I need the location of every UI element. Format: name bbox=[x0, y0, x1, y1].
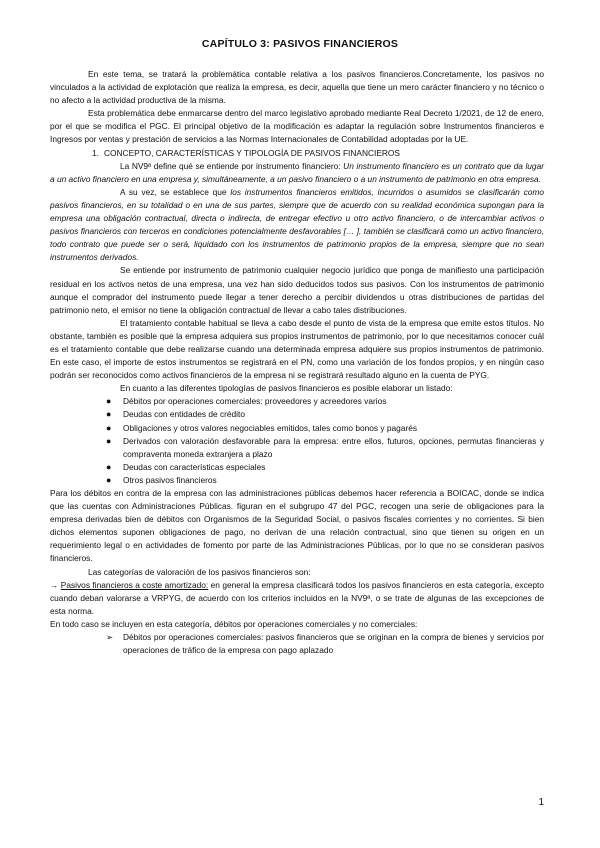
category-coste-amortizado bbox=[50, 579, 544, 618]
definition-paragraph-1 bbox=[50, 160, 544, 186]
bullet-icon: ● bbox=[106, 461, 112, 472]
intro-paragraph-2: Esta problemática debe enmarcarse dentro del marco legislativo aprobado mediante Real Decreto 1/2021, de 12 de enero, por el que se modifica el PGC. El principal objetivo de la modificación es adaptar la regulación sobre Instrumentos financieros e Ingresos por ventas y prestación de servicios a las Normas Internacionales de Contabilidad adoptadas por la UE. bbox=[50, 108, 544, 145]
bullet-icon: ● bbox=[106, 396, 112, 407]
list-item-text: Derivados con valoración desfavorable para la empresa: entre ellos, futuros, opciones, permutas financieras y compraventa moneda extranjera a plazo bbox=[123, 435, 544, 459]
category-term: Pasivos financieros a coste amortizado: bbox=[60, 579, 209, 590]
list-item bbox=[50, 631, 544, 657]
paragraph-tratamiento: El tratamiento contable habitual se lleva a cabo desde el punto de vista de la empresa que emite estos títulos. No obstante, también es posible que la empresa adquiera sus propios instrumentos de patrimonio, por lo que necesitamos conocer cuál es el tratamiento contable que debe realizarse cuando una determinada empresa adquiere sus propios instrumentos de patrimonio. En este caso, el importe de estos instrumentos se registrará en el PN, como una variación de los fondos propios, y en ningún caso podrán ser reconocidos como activos financieros de la empresa ni se registrará resultado alguno en la cuenta de PYG. bbox=[50, 317, 544, 381]
definition-paragraph-2 bbox=[50, 186, 544, 265]
list-item bbox=[50, 408, 544, 421]
paragraph-incluyen: En todo caso se incluyen en esta categoría, débitos por operaciones comerciales y no comerciales: bbox=[50, 618, 418, 629]
sub-list bbox=[50, 631, 544, 657]
arrowhead-bullet-icon: ➢ bbox=[106, 632, 113, 643]
document-body bbox=[50, 68, 544, 657]
list-item bbox=[50, 435, 544, 461]
bullet-icon: ● bbox=[106, 422, 112, 433]
bullet-icon: ● bbox=[106, 474, 112, 485]
list-item-text: Débitos por operaciones comerciales: proveedores y acreedores varios bbox=[123, 396, 387, 407]
list-item-text: Otros pasivos financieros bbox=[123, 474, 217, 485]
definition-1-lead: La NV9ª define qué se entiende por instrumento financiero: bbox=[120, 160, 344, 171]
paragraph-categorias: Las categorías de valoración de los pasivos financieros son: bbox=[88, 566, 311, 577]
definition-2-quote: los instrumentos financieros emitidos, incurridos o asumidos se clasificarán como pasivos financieros, en su totalidad o en una de sus partes, siempre que de acuerdo con su realidad económica supongan para la empresa una obligación contractual, directa o indirecta, de entregar efectivo u otro activo financiero, o de intercambiar activos o pasivos financieros con terceros en condiciones potencialmente desfavorables [… ], también se clasificará como un activo financiero, todo contrato que puede ser o será, liquidado con los instrumentos de patrimonio propios de la empresa, siempre que no sean instrumentos derivados. bbox=[50, 186, 544, 263]
section-label: CONCEPTO, CARACTERÍSTICAS Y TIPOLOGÍA DE PASIVOS FINANCIEROS bbox=[104, 147, 400, 158]
paragraph-tipologias: En cuanto a las diferentes tipologías de pasivos financieros es posible elaborar un listado: bbox=[120, 383, 453, 394]
list-item bbox=[50, 395, 544, 408]
intro-paragraph-1: En este tema, se tratará la problemática contable relativa a los pasivos financieros.Concretamente, los pasivos no vinculados a la actividad de explotación que realiza la empresa, es decir, aquella que tiene un mero carácter financiero y no técnico o no afecto a la actividad productiva de la misma. bbox=[50, 69, 544, 106]
list-item-text: Obligaciones y otros valores negociables emitidos, tales como bonos y pagarés bbox=[123, 422, 418, 433]
bullet-icon: ● bbox=[106, 435, 112, 446]
list-item bbox=[50, 461, 544, 474]
list-item-text: Deudas con entidades de crédito bbox=[123, 409, 245, 420]
arrow-icon: → bbox=[50, 579, 59, 590]
list-item bbox=[50, 474, 544, 487]
list-item bbox=[50, 422, 544, 435]
paragraph-administraciones: Para los débitos en contra de la empresa con las administraciones públicas debemos hacer referencia a BOICAC, donde se indica que las cuentas con Administraciones Públicas. figuran en el subgrupo 47 del PGC, recogen una serie de obligaciones para la empresa derivadas bien de débitos con Organismos de la Seguridad Social, o pasivos fiscales corrientes y no corrientes. Si bien dichos elementos suponen obligaciones de pago, no derivan de una relación contractual, sino que tienen su origen en un requerimiento legal o en actividades de fomento por parte de las Administraciones Públicas, por lo que no se consideran pasivos financieros. bbox=[50, 488, 544, 564]
definition-1-quote: Un instrumento financiero es un contrato que da lugar a un activo financiero en una empresa y, simultáneamente, a un pasivo financiero o a un instrumento de patrimonio en otra empresa. bbox=[50, 160, 544, 184]
typology-list bbox=[50, 395, 544, 487]
definition-2-lead: A su vez, se establece que bbox=[120, 186, 231, 197]
paragraph-patrimonio: Se entiende por instrumento de patrimonio cualquier negocio jurídico que ponga de manifiesto una participación residual en los activos netos de una empresa, una vez han sido deducidos todos sus pasivos. Con los instrumentos de patrimonio aunque el comprador del instrumento puede llegar a tener derecho a percibir dividendos u otras distribuciones de partidas del patrimonio neto, el emisor no tiene la obligación contractual de llevar a cabo tales distribuciones. bbox=[50, 265, 544, 315]
chapter-title: CAPÍTULO 3: PASIVOS FINANCIEROS bbox=[201, 38, 399, 50]
list-item-text: Deudas con características especiales bbox=[123, 461, 266, 472]
list-item-text: Débitos por operaciones comerciales: pasivos financieros que se originan en la compra de bienes y servicios por operaciones de tráfico de la empresa con pago aplazado bbox=[123, 632, 544, 656]
section-heading bbox=[50, 147, 544, 160]
bullet-icon: ● bbox=[106, 409, 112, 420]
page-number: 1 bbox=[538, 797, 544, 808]
category-description: en general la empresa clasificará todos los pasivos financieros en esta categoría, excepto cuando deban valorarse a VRPYG, de acuerdo con los criterios incluidos en la NV9ª, o se trate de algunas de las excepciones de esta norma. bbox=[50, 579, 544, 616]
section-number: 1. bbox=[92, 147, 99, 158]
